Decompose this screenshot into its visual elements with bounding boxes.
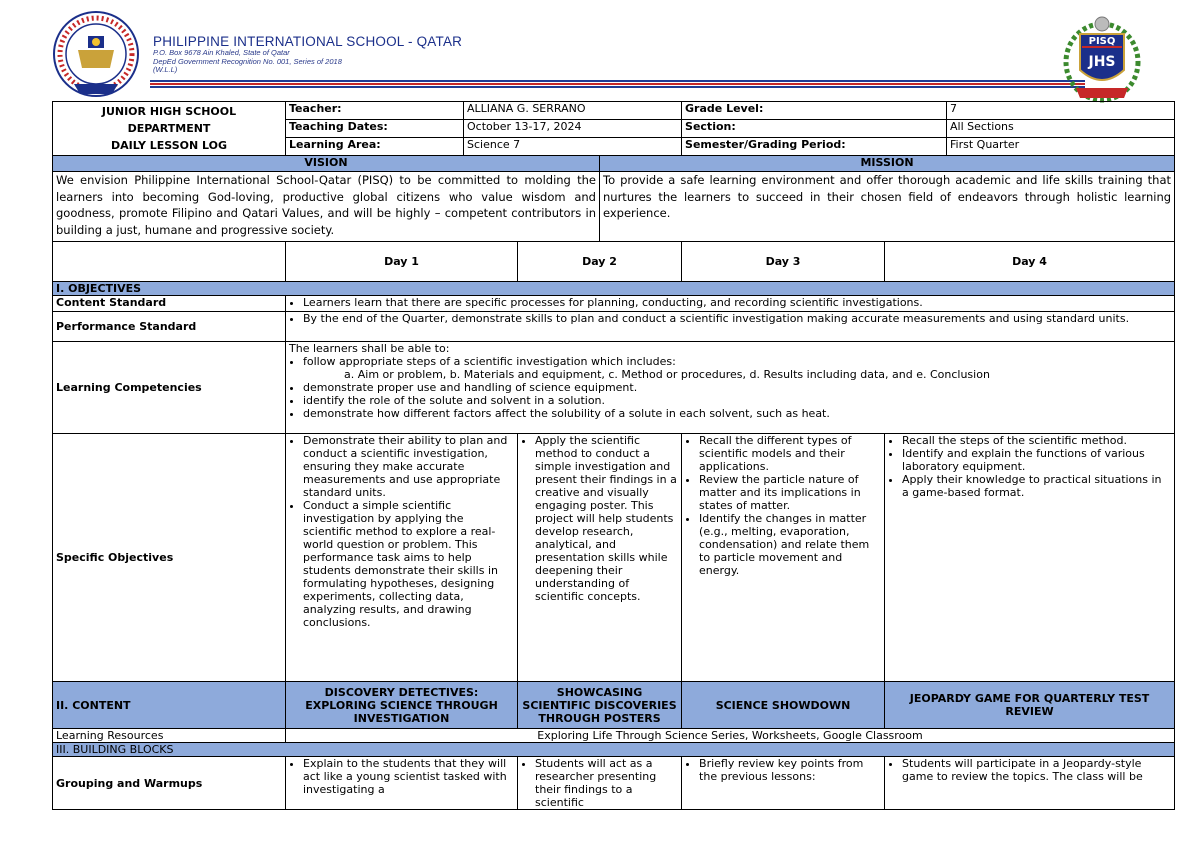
grouping-label: Grouping and Warmups xyxy=(53,757,286,810)
section-value: All Sections xyxy=(947,120,1175,138)
competencies-intro: The learners shall be able to: xyxy=(289,342,450,355)
mission-text: To provide a safe learning environment and offer thorough academic and life skills training that nurtures the learners to succeed in their chosen field of endeavors through holistic learning experience. xyxy=(600,172,1175,242)
learning-resources-label: Learning Resources xyxy=(53,729,286,743)
grouping-day-3-text: • Briefly review key points from the previous lessons: xyxy=(699,757,881,783)
content-day-2: SHOWCASING SCIENTIFIC DISCOVERIES THROUGH POSTERS xyxy=(518,682,682,729)
content-day-4: JEOPARDY GAME FOR QUARTERLY TEST REVIEW xyxy=(885,682,1175,729)
specific-objectives-day-3 xyxy=(682,434,885,682)
grade-level-label: Grade Level: xyxy=(682,102,947,120)
teacher-label: Teacher: xyxy=(286,102,464,120)
learning-resources-row xyxy=(53,729,1175,743)
school-name: PHILIPPINE INTERNATIONAL SCHOOL - QATAR xyxy=(153,34,463,49)
svg-text:JHS: JHS xyxy=(1088,54,1116,70)
day-1-objective: • Conduct a simple scientific investigation by applying the scientific method to explore a real-world question or problem. This performance task aims to help students demonstrate their skills in formulating hypotheses, designing experiments, collecting data, analyzing results, and drawing conclusions. xyxy=(303,499,514,629)
school-info xyxy=(153,34,462,75)
building-blocks-heading: III. BUILDING BLOCKS xyxy=(53,743,1175,757)
grouping-row xyxy=(53,757,1175,810)
specific-objectives-day-1 xyxy=(286,434,518,682)
svg-text:PISQ: PISQ xyxy=(1088,36,1116,47)
day-4-objective: • Apply their knowledge to practical situations in a game-based format. xyxy=(902,473,1171,499)
day-3-heading: Day 3 xyxy=(682,242,885,282)
department-cell xyxy=(53,102,286,156)
performance-standard-label: Performance Standard xyxy=(53,312,286,342)
specific-objectives-day-4 xyxy=(885,434,1175,682)
content-standard-row xyxy=(53,296,1175,312)
day-1-heading: Day 1 xyxy=(286,242,518,282)
document-header xyxy=(0,0,1200,104)
section-label: Section: xyxy=(682,120,947,138)
grouping-day-1-text: • Explain to the students that they will act like a young scientist tasked with investigating a xyxy=(303,757,514,796)
daily-lesson-log-table xyxy=(52,101,1175,810)
department-line-3: DAILY LESSON LOG xyxy=(110,139,228,152)
specific-objectives-day-2 xyxy=(518,434,682,682)
content-row xyxy=(53,682,1175,729)
content-standard-cell xyxy=(286,296,1175,312)
competencies-row xyxy=(53,342,1175,434)
content-day-3: SCIENCE SHOWDOWN xyxy=(682,682,885,729)
vision-text: We envision Philippine International School-Qatar (PISQ) to be committed to molding the learners into becoming God-loving, productive global citizens who value wisdom and goodness, promote Filipino and Qatari Values, and will be highly – competent contributors in building a just, humane and progressive society. xyxy=(53,172,600,242)
learning-resources-value: Exploring Life Through Science Series, Worksheets, Google Classroom xyxy=(286,729,1175,743)
vision-mission-header-row xyxy=(53,156,1175,172)
day-4-objective: • Identify and explain the functions of various laboratory equipment. xyxy=(902,447,1171,473)
performance-standard-text: • By the end of the Quarter, demonstrate skills to plan and conduct a scientific investigation making accurate measurements and using standard units. xyxy=(303,312,1171,325)
objectives-heading-row xyxy=(53,282,1175,296)
day-2-heading: Day 2 xyxy=(518,242,682,282)
school-recognition: DepEd Government Recognition No. 001, Series of 2018 xyxy=(153,56,342,66)
competency-1-detail: a. Aim or problem, b. Materials and equipment, c. Method or procedures, d. Results including data, and e. Conclusion xyxy=(344,368,990,381)
days-header-blank xyxy=(53,242,286,282)
building-blocks-heading-row xyxy=(53,743,1175,757)
performance-standard-row xyxy=(53,312,1175,342)
day-1-objective: • Demonstrate their ability to plan and conduct a scientific investigation, ensuring they make accurate measurements and use appropriate standard units. xyxy=(303,434,514,499)
grouping-day-4-text: • Students will participate in a Jeopardy-style game to review the topics. The class will be xyxy=(902,757,1171,783)
competency-4: • demonstrate how different factors affect the solubility of a solute in each solvent, such as heat. xyxy=(303,407,1171,420)
grading-period-label: Semester/Grading Period: xyxy=(682,138,947,156)
school-address: P.O. Box 9678 Ain Khaled, State of Qatar xyxy=(153,48,290,57)
info-row-1 xyxy=(53,102,1175,120)
vision-mission-row xyxy=(53,172,1175,242)
competencies-label: Learning Competencies xyxy=(53,342,286,434)
jhs-crest-logo xyxy=(1062,12,1142,104)
content-day-1: DISCOVERY DETECTIVES: EXPLORING SCIENCE THROUGH INVESTIGATION xyxy=(286,682,518,729)
days-header-row xyxy=(53,242,1175,282)
day-3-objective: • Review the particle nature of matter and its implications in states of matter. xyxy=(699,473,881,512)
learning-area-value: Science 7 xyxy=(464,138,682,156)
vision-heading: VISION xyxy=(53,156,600,172)
school-wll: (W.L.L) xyxy=(153,65,178,74)
grading-period-value: First Quarter xyxy=(947,138,1175,156)
day-2-objective: • Apply the scientific method to conduct a simple investigation and present their findings in a creative and visually engaging poster. This project will help students develop research, analytical, and presentation skills while deepening their understanding of scientific concepts. xyxy=(535,434,678,603)
teaching-dates-label: Teaching Dates: xyxy=(286,120,464,138)
content-heading: II. CONTENT xyxy=(53,682,286,729)
day-4-objective: • Recall the steps of the scientific method. xyxy=(902,434,1171,447)
content-standard-text: • Learners learn that there are specific processes for planning, conducting, and recording scientific investigations. xyxy=(303,296,1171,309)
objectives-heading: I. OBJECTIVES xyxy=(53,282,1175,296)
mission-heading: MISSION xyxy=(600,156,1175,172)
day-4-heading: Day 4 xyxy=(885,242,1175,282)
department-line-2: DEPARTMENT xyxy=(127,122,211,135)
performance-standard-cell xyxy=(286,312,1175,342)
grade-level-value: 7 xyxy=(947,102,1175,120)
grouping-day-2 xyxy=(518,757,682,810)
teacher-value: ALLIANA G. SERRANO xyxy=(464,102,682,120)
learning-area-label: Learning Area: xyxy=(286,138,464,156)
day-3-objective: • Recall the different types of scientific models and their applications. xyxy=(699,434,881,473)
day-3-objective: • Identify the changes in matter (e.g., melting, evaporation, condensation) and relate them to particle movement and energy. xyxy=(699,512,881,577)
grouping-day-2-text: • Students will act as a researcher presenting their findings to a scientific xyxy=(535,757,678,809)
competency-3: • identify the role of the solute and solvent in a solution. xyxy=(303,394,1171,407)
teaching-dates-value: October 13-17, 2024 xyxy=(464,120,682,138)
grouping-day-4 xyxy=(885,757,1175,810)
specific-objectives-label: Specific Objectives xyxy=(53,434,286,682)
specific-objectives-row xyxy=(53,434,1175,682)
grouping-day-3 xyxy=(682,757,885,810)
competencies-cell xyxy=(286,342,1175,434)
competency-1: • follow appropriate steps of a scientific investigation which includes: xyxy=(303,355,1171,368)
school-seal-logo xyxy=(48,10,144,100)
competency-2: • demonstrate proper use and handling of science equipment. xyxy=(303,381,1171,394)
header-stripes xyxy=(150,80,1085,88)
department-line-1: JUNIOR HIGH SCHOOL xyxy=(101,105,237,118)
grouping-day-1 xyxy=(286,757,518,810)
content-standard-label: Content Standard xyxy=(53,296,286,312)
